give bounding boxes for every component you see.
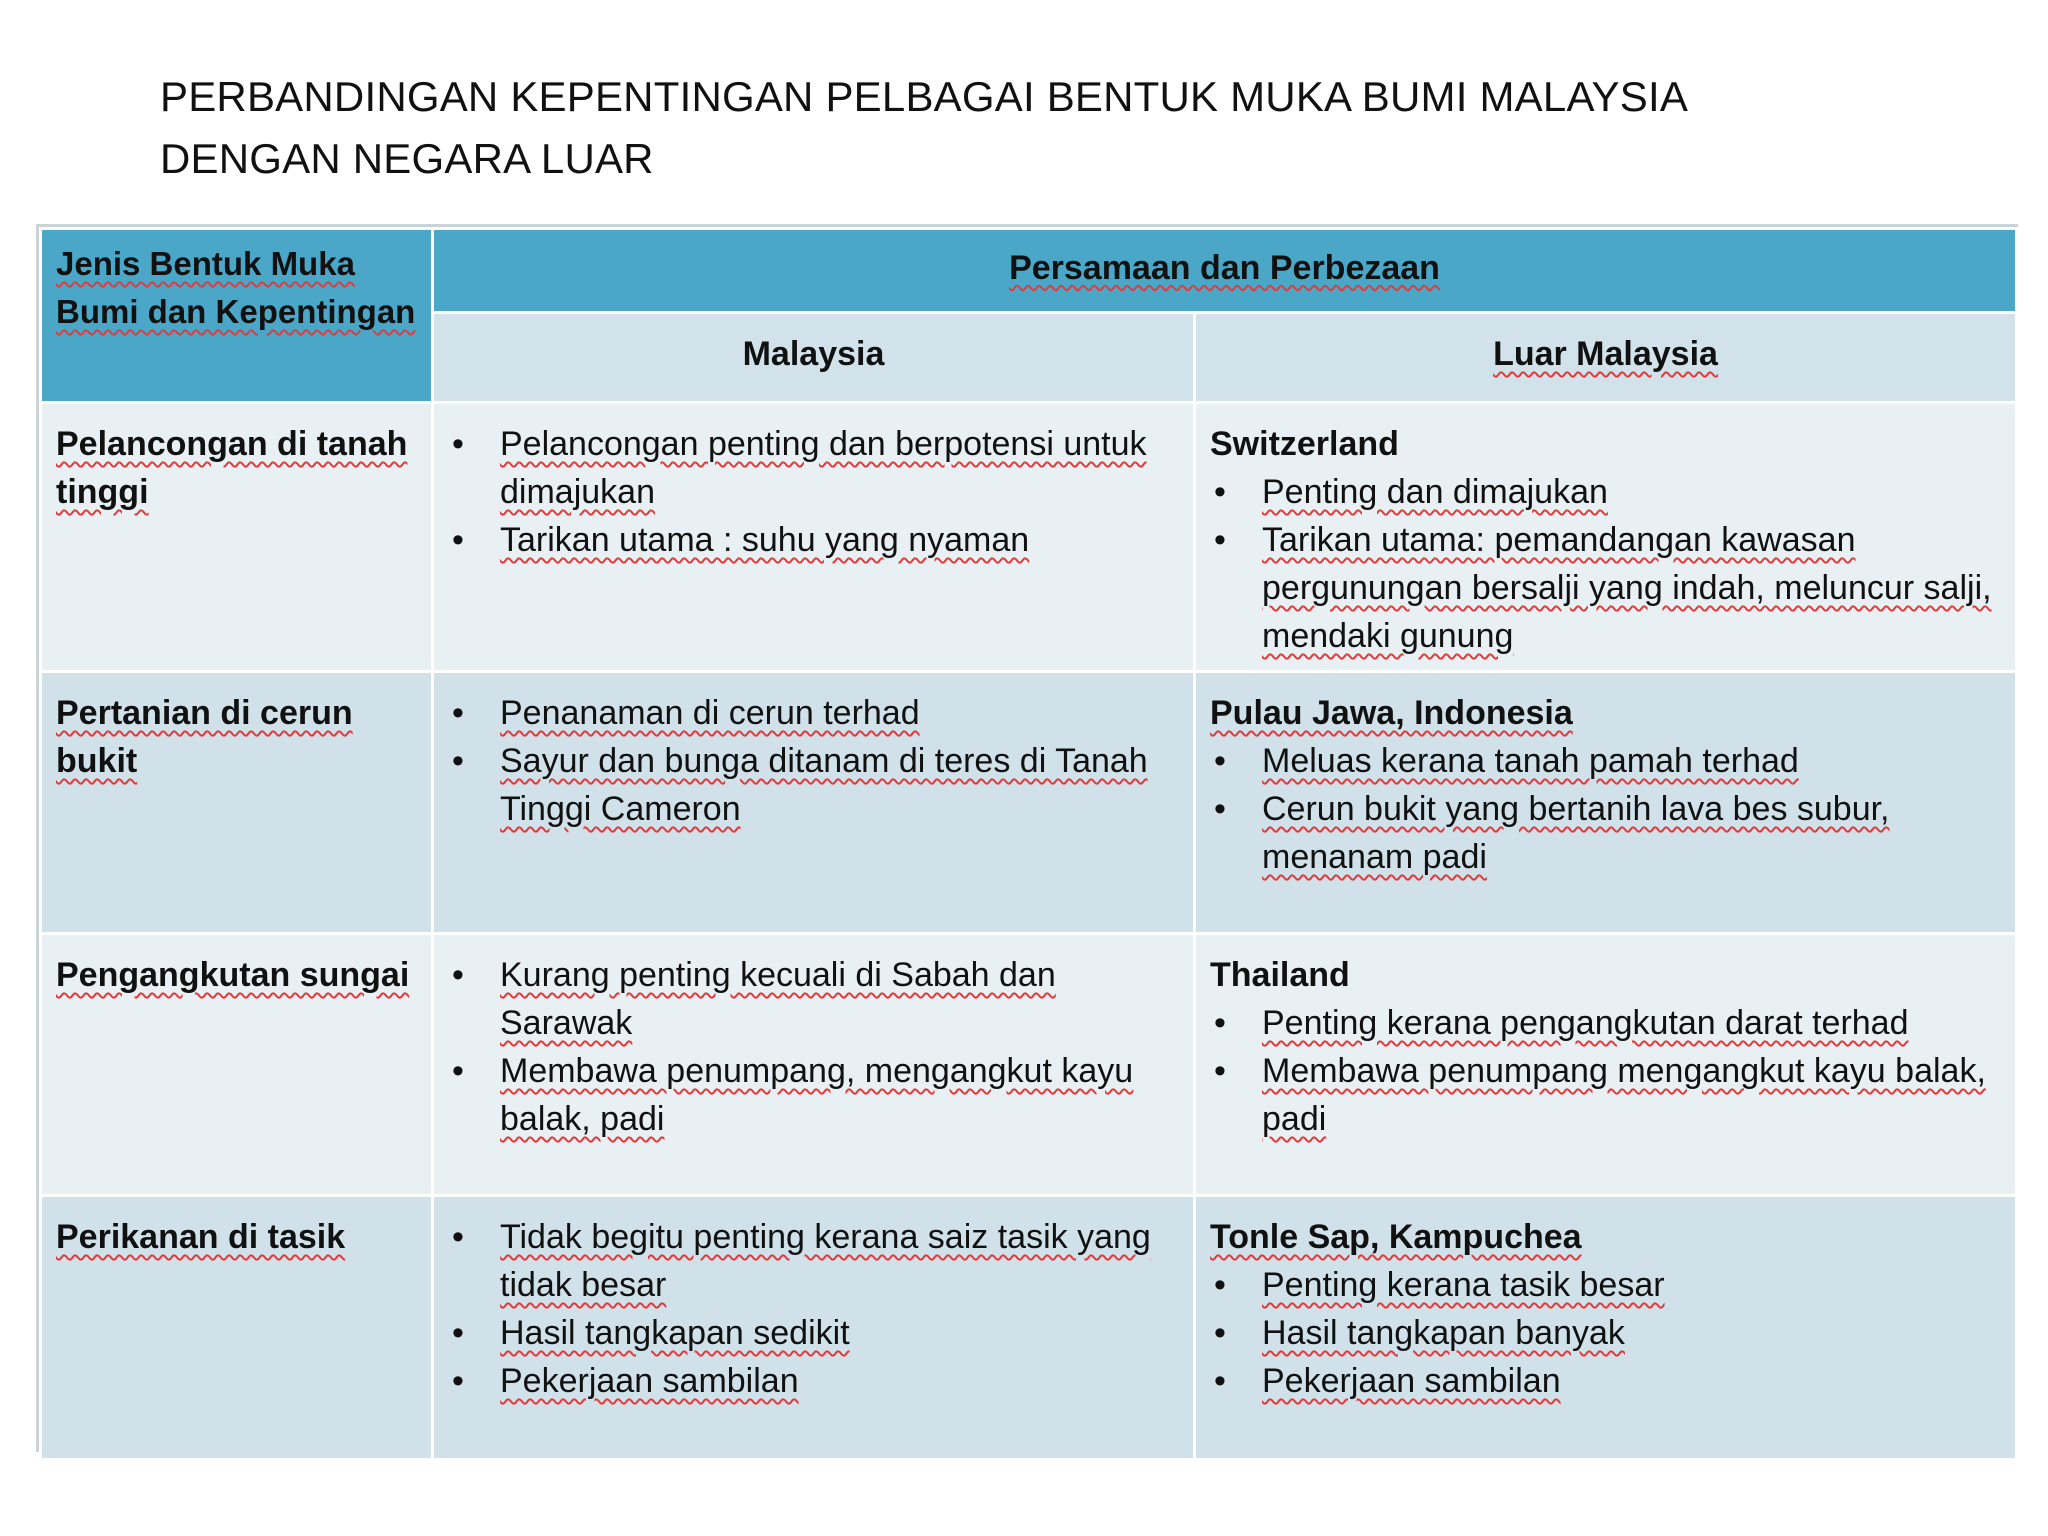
- list-item-text: Penting kerana pengangkutan darat terhad: [1262, 1004, 1909, 1042]
- list-item-text: Penting dan dimajukan: [1262, 473, 1608, 511]
- row-label: [41, 672, 433, 934]
- row-label-text: Pelancongan di tanah tinggi: [56, 425, 408, 511]
- list-item: [448, 1357, 1179, 1405]
- header-outside-malaysia-text: Luar Malaysia: [1493, 335, 1718, 373]
- row-label: [41, 403, 433, 672]
- list-item-text: Membawa penumpang, mengangkut kayu balak, padi: [500, 1052, 1134, 1138]
- outside-malaysia-list: [1210, 468, 2001, 660]
- list-item-text: Meluas kerana tanah pamah terhad: [1262, 742, 1799, 780]
- list-item: [448, 420, 1179, 516]
- header-similarities-differences-text: Persamaan dan Perbezaan: [1009, 248, 1440, 287]
- outside-malaysia-cell: [1195, 934, 2017, 1196]
- list-item-text: Membawa penumpang mengangkut kayu balak, padi: [1262, 1052, 1986, 1138]
- outside-malaysia-list: [1210, 1261, 2001, 1405]
- list-item-text: Tidak begitu penting kerana saiz tasik yang tidak besar: [500, 1218, 1151, 1304]
- list-item-text: Penting kerana tasik besar: [1262, 1266, 1665, 1304]
- table-row: [41, 1196, 2017, 1460]
- malaysia-list: [448, 420, 1179, 564]
- list-item-text: Pelancongan penting dan berpotensi untuk dimajukan: [500, 425, 1147, 511]
- list-item: [1210, 516, 2001, 660]
- row-label: [41, 934, 433, 1196]
- malaysia-cell: [433, 672, 1195, 934]
- list-item: [1210, 468, 2001, 516]
- list-item: [448, 689, 1179, 737]
- outside-malaysia-cell: [1195, 672, 2017, 934]
- page-title: [160, 66, 1860, 190]
- outside-malaysia-cell: [1195, 403, 2017, 672]
- header-similarities-differences: [433, 229, 2017, 313]
- list-item-text: Hasil tangkapan banyak: [1262, 1314, 1625, 1352]
- header-outside-malaysia: [1195, 313, 2017, 403]
- table-row: [41, 672, 2017, 934]
- table-row: [41, 403, 2017, 672]
- list-item-text: Tarikan utama : suhu yang nyaman: [500, 521, 1030, 559]
- list-item: [448, 951, 1179, 1047]
- malaysia-list: [448, 951, 1179, 1143]
- malaysia-list: [448, 1213, 1179, 1405]
- list-item-text: Penanaman di cerun terhad: [500, 694, 920, 732]
- list-item: [1210, 1047, 2001, 1143]
- header-malaysia: [433, 313, 1195, 403]
- table-row: [41, 934, 2017, 1196]
- header-malaysia-text: Malaysia: [742, 335, 885, 373]
- list-item: [448, 1309, 1179, 1357]
- outside-malaysia-cell: [1195, 1196, 2017, 1460]
- list-item-text: Tarikan utama: pemandangan kawasan pergunungan bersalji yang indah, meluncur salji, mendaki gunung: [1262, 521, 1992, 655]
- header-landform-type: [41, 229, 433, 403]
- malaysia-cell: [433, 934, 1195, 1196]
- row-label-text: Perikanan di tasik: [56, 1218, 346, 1256]
- list-item: [448, 1213, 1179, 1309]
- outside-malaysia-list: [1210, 737, 2001, 881]
- comparison-table: [36, 224, 2018, 1452]
- malaysia-list: [448, 689, 1179, 833]
- page-title-line-2: DENGAN NEGARA LUAR: [160, 135, 654, 182]
- outside-malaysia-list: [1210, 999, 2001, 1143]
- list-item-text: Kurang penting kecuali di Sabah dan Sarawak: [500, 956, 1056, 1042]
- list-item-text: Cerun bukit yang bertanih lava bes subur, menanam padi: [1262, 790, 1890, 876]
- list-item-text: Hasil tangkapan sedikit: [500, 1314, 850, 1352]
- malaysia-cell: [433, 403, 1195, 672]
- list-item: [448, 737, 1179, 833]
- list-item: [1210, 785, 2001, 881]
- row-label-text: Pengangkutan sungai: [56, 956, 410, 994]
- row-label: [41, 1196, 433, 1460]
- header-landform-type-text: Jenis Bentuk Muka Bumi dan Kepentingan: [56, 245, 416, 330]
- list-item: [1210, 1261, 2001, 1309]
- list-item: [448, 1047, 1179, 1143]
- list-item-text: Pekerjaan sambilan: [1262, 1362, 1561, 1400]
- row-label-text: Pertanian di cerun bukit: [56, 694, 353, 780]
- country-name: Tonle Sap, Kampuchea: [1210, 1218, 1582, 1256]
- country-name: Thailand: [1210, 956, 1350, 994]
- list-item-text: Sayur dan bunga ditanam di teres di Tanah Tinggi Cameron: [500, 742, 1148, 828]
- list-item: [1210, 1309, 2001, 1357]
- list-item: [1210, 999, 2001, 1047]
- country-name: Pulau Jawa, Indonesia: [1210, 694, 1573, 732]
- country-name: Switzerland: [1210, 425, 1399, 463]
- page-title-line-1: PERBANDINGAN KEPENTINGAN PELBAGAI BENTUK MUKA BUMI MALAYSIA: [160, 73, 1689, 120]
- comparison-table-grid: [39, 227, 2018, 1461]
- list-item-text: Pekerjaan sambilan: [500, 1362, 799, 1400]
- list-item: [1210, 737, 2001, 785]
- list-item: [448, 516, 1179, 564]
- list-item: [1210, 1357, 2001, 1405]
- malaysia-cell: [433, 1196, 1195, 1460]
